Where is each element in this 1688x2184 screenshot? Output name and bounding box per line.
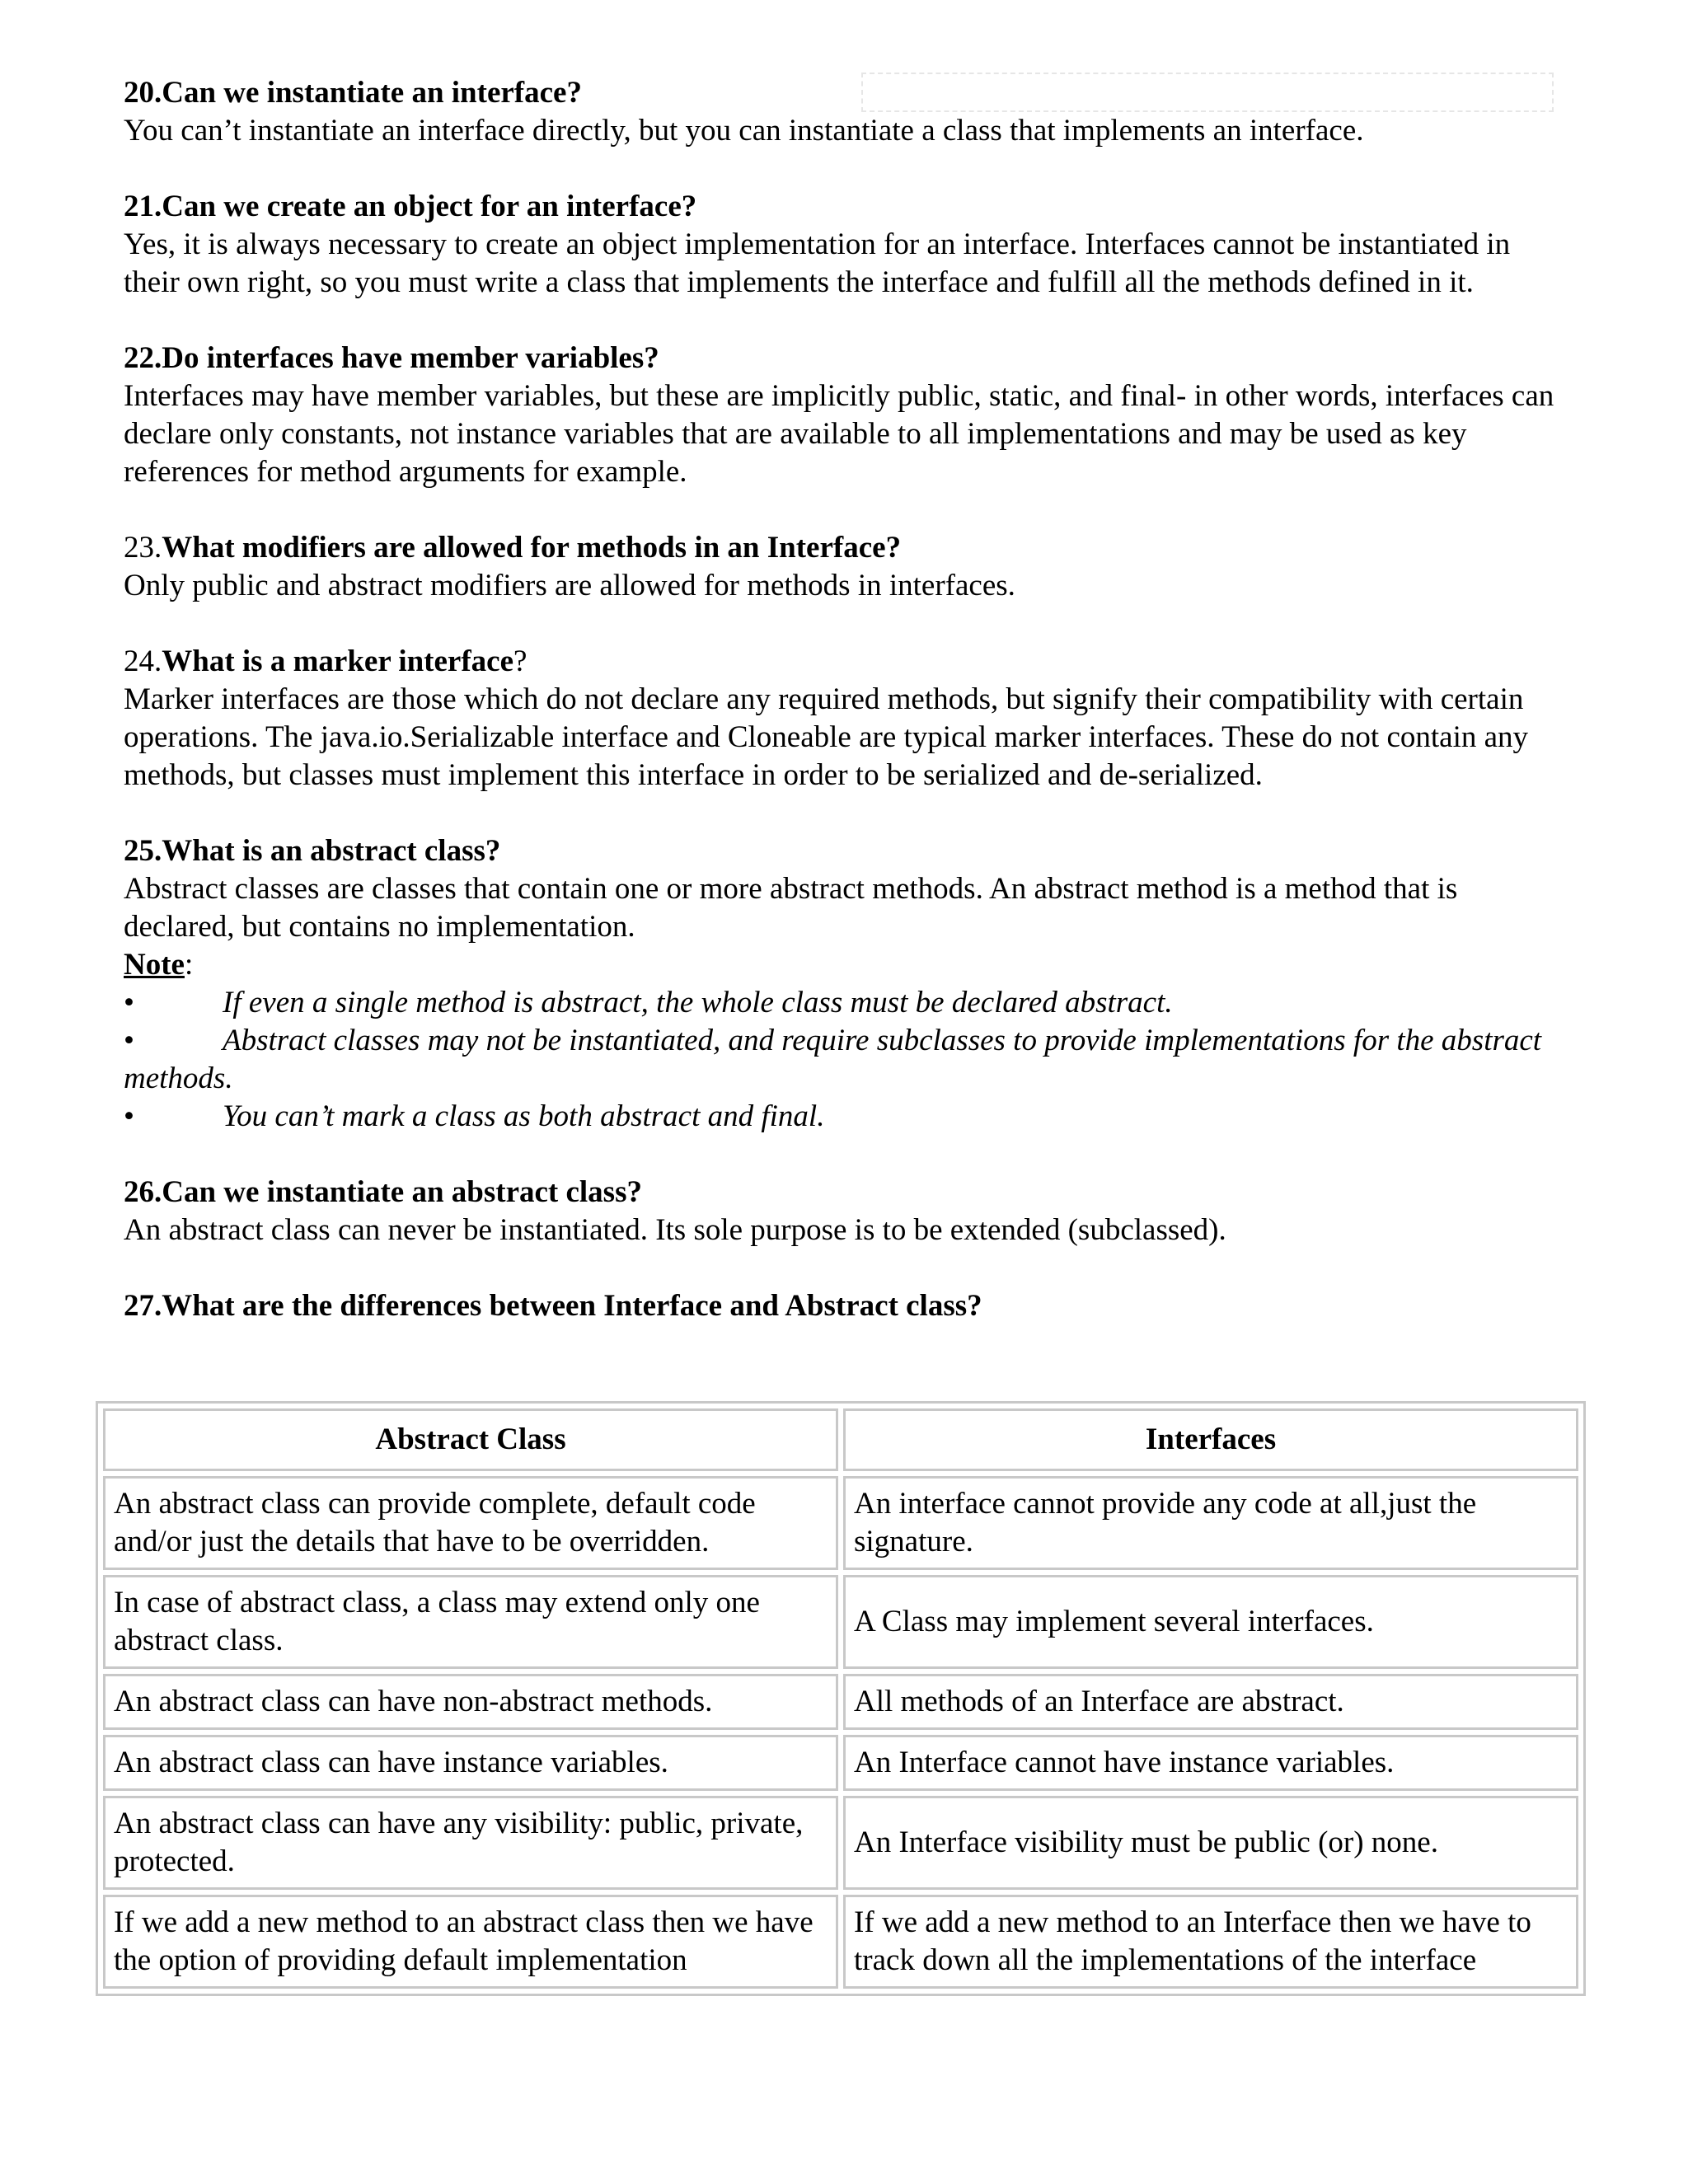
table-cell: In case of abstract class, a class may extend only one abstract class. xyxy=(103,1575,838,1669)
table-row xyxy=(103,1796,1578,1890)
note-text: You can’t mark a class as both abstract and final. xyxy=(223,1099,825,1133)
note-text: If even a single method is abstract, the whole class must be declared abstract. xyxy=(223,986,1173,1019)
answer-text: Only public and abstract modifiers are allowed for methods in interfaces. xyxy=(124,569,1015,602)
list-item xyxy=(124,1098,1558,1136)
comparison-table xyxy=(96,1401,1586,1996)
bullet-icon: • xyxy=(124,986,134,1019)
note-colon: : xyxy=(184,948,194,982)
question-21 xyxy=(124,188,1558,302)
column-header-interfaces: Interfaces xyxy=(843,1408,1578,1471)
question-heading: 25.What is an abstract class? xyxy=(124,834,501,868)
question-27-heading: 27.What are the differences between Interface and Abstract class? xyxy=(124,1289,982,1323)
question-heading: 26.Can we instantiate an abstract class? xyxy=(124,1175,642,1209)
answer-text: Yes, it is always necessary to create an object implementation for an interface. Interfaces cannot be instantiated in their own right, so you must write a class that implements the interface and fulfill all the methods defined in it. xyxy=(124,227,1511,299)
table-row xyxy=(103,1674,1578,1730)
answer-text: An abstract class can never be instantiated. Its sole purpose is to be extended (subclassed). xyxy=(124,1213,1226,1247)
question-text: What is a marker interface xyxy=(162,644,514,678)
question-heading xyxy=(124,529,1558,567)
question-heading: 21.Can we create an object for an interface? xyxy=(124,190,697,223)
bullet-icon: • xyxy=(124,1024,134,1057)
list-item xyxy=(124,1022,1558,1098)
document-body xyxy=(124,74,1558,1325)
answer-text: Interfaces may have member variables, but these are implicitly public, static, and final- in other words, interfaces can declare only constants, not instance variables that are available to all implementations and may be used as key references for method arguments for example. xyxy=(124,379,1554,489)
question-20 xyxy=(124,74,1558,150)
table-cell: An abstract class can have non-abstract methods. xyxy=(103,1674,838,1730)
question-text: What modifiers are allowed for methods in an Interface? xyxy=(162,531,902,565)
question-mark: ? xyxy=(513,644,528,678)
question-heading: 22.Do interfaces have member variables? xyxy=(124,341,659,375)
question-22 xyxy=(124,340,1558,491)
column-header-abstract-class: Abstract Class xyxy=(103,1408,838,1471)
note-label: Note xyxy=(124,948,185,982)
table-cell: If we add a new method to an abstract class then we have the option of providing default implementation xyxy=(103,1895,838,1989)
table-row xyxy=(103,1476,1578,1570)
table-row xyxy=(103,1735,1578,1791)
answer-text: Abstract classes are classes that contain one or more abstract methods. An abstract method is a method that is declared, but contains no implementation. xyxy=(124,872,1458,944)
question-24 xyxy=(124,643,1558,794)
table-cell: An abstract class can have any visibility: public, private, protected. xyxy=(103,1796,838,1890)
note-line xyxy=(124,946,1558,984)
list-item xyxy=(124,984,1558,1022)
question-25 xyxy=(124,832,1558,1136)
table-cell: An Interface cannot have instance variables. xyxy=(843,1735,1578,1791)
answer-text: You can’t instantiate an interface directly, but you can instantiate a class that implements an interface. xyxy=(124,114,1364,148)
table-cell: An interface cannot provide any code at all,just the signature. xyxy=(843,1476,1578,1570)
table-row xyxy=(103,1895,1578,1989)
question-heading xyxy=(124,643,1558,681)
table-cell: All methods of an Interface are abstract. xyxy=(843,1674,1578,1730)
table-cell: An abstract class can have instance variables. xyxy=(103,1735,838,1791)
table-cell: An Interface visibility must be public (or) none. xyxy=(843,1796,1578,1890)
note-list xyxy=(124,984,1558,1136)
question-26 xyxy=(124,1174,1558,1249)
table-row xyxy=(103,1575,1578,1669)
table-cell: A Class may implement several interfaces. xyxy=(843,1575,1578,1669)
table-cell: An abstract class can provide complete, default code and/or just the details that have to be overridden. xyxy=(103,1476,838,1570)
question-23 xyxy=(124,529,1558,605)
table-header-row xyxy=(103,1408,1578,1471)
question-heading: 20.Can we instantiate an interface? xyxy=(124,76,582,110)
note-text: Abstract classes may not be instantiated, and require subclasses to provide implementations for the abstract methods. xyxy=(124,1024,1542,1095)
question-number: 23. xyxy=(124,531,162,565)
question-number: 24. xyxy=(124,644,162,678)
bullet-icon: • xyxy=(124,1099,134,1133)
answer-text: Marker interfaces are those which do not declare any required methods, but signify their compatibility with certain operations. The java.io.Serializable interface and Cloneable are typical marker interfaces. These do not contain any methods, but classes must implement this interface in order to be serialized and de-serialized. xyxy=(124,682,1529,792)
table-cell: If we add a new method to an Interface then we have to track down all the implementations of the interface xyxy=(843,1895,1578,1989)
